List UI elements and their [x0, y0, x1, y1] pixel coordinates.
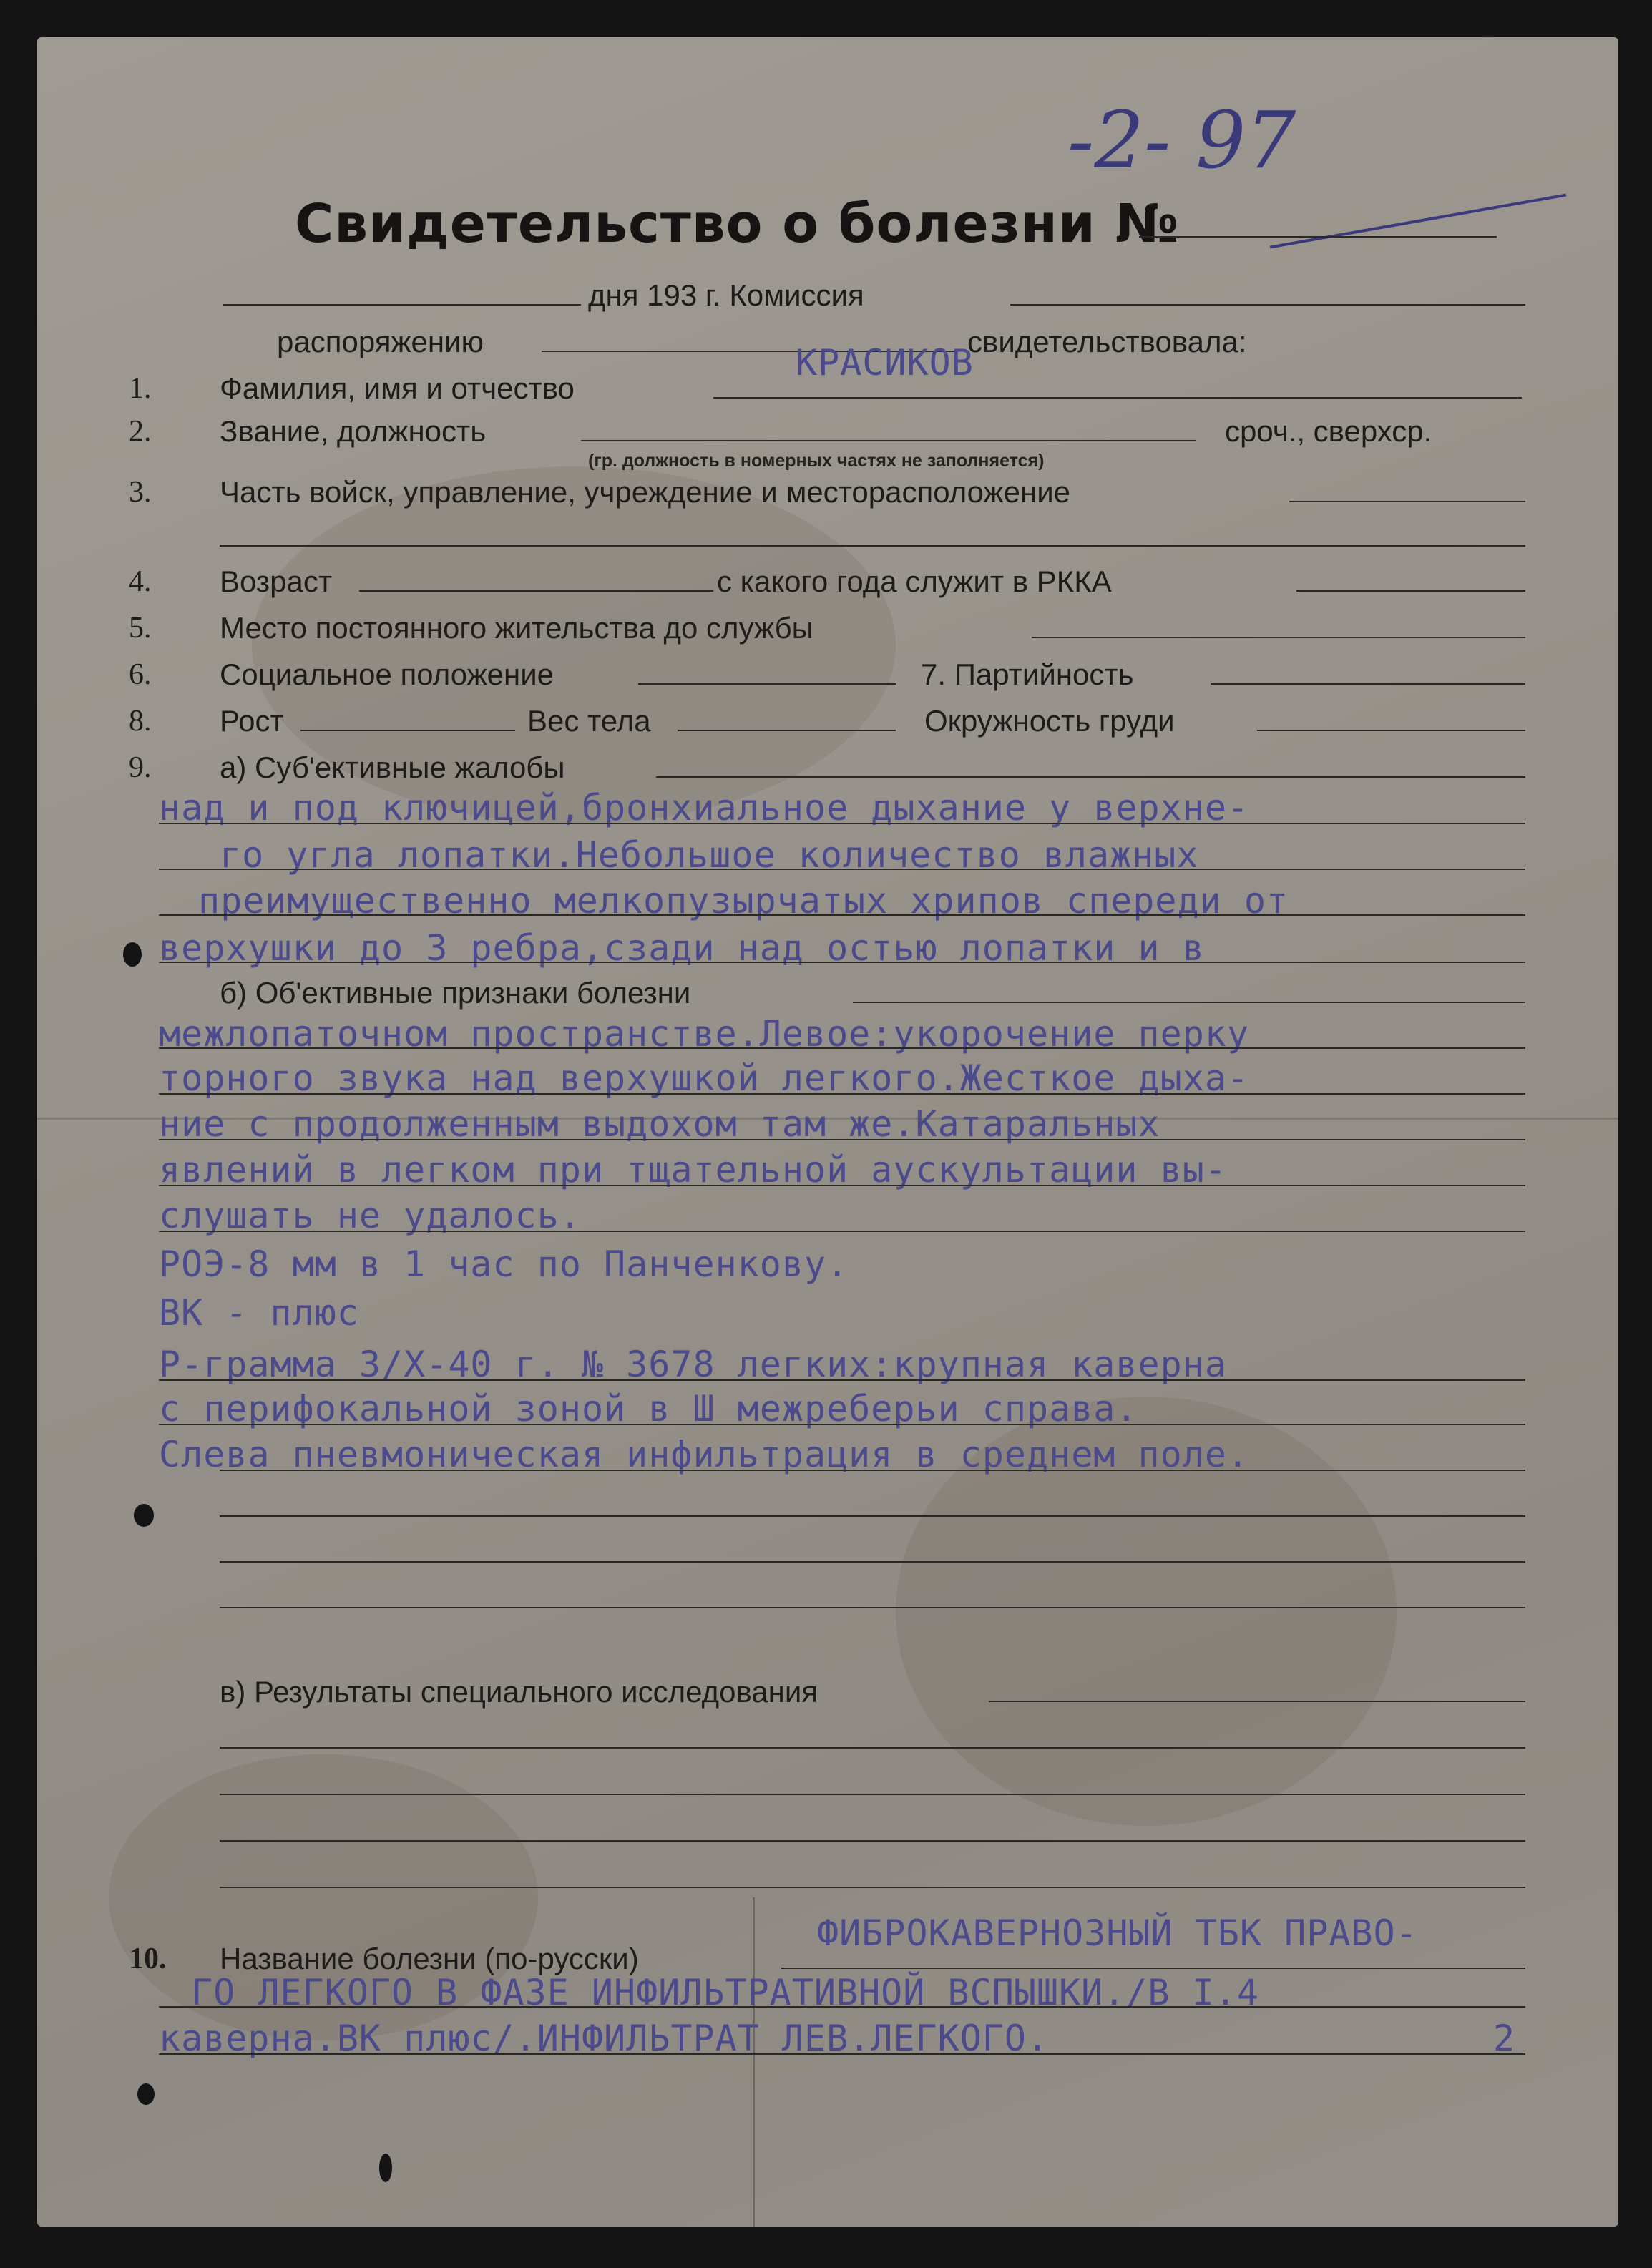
- fold-line: [753, 1897, 755, 2227]
- party-membership-label: 7. Партийность: [921, 658, 1134, 691]
- field-number: 1.: [129, 372, 152, 405]
- objective-line: РОЭ-8 мм в 1 час по Панченкову.: [159, 1243, 849, 1285]
- chest-label: Окружность груди: [924, 704, 1175, 738]
- header-date-text: дня 193 г. Комиссия: [588, 278, 864, 312]
- field-number: 10.: [129, 1942, 167, 1975]
- full-name-label: Фамилия, имя и отчество: [220, 371, 575, 405]
- objective-signs-label: б) Об'ективные признаки болезни: [220, 976, 691, 1010]
- service-type-label: сроч., сверхср.: [1225, 414, 1432, 448]
- objective-line: ние с продолженным выдохом там же.Катаральных: [159, 1103, 1160, 1145]
- complaints-line: го угла лопатки.Небольшое количество влажных: [220, 834, 1199, 876]
- diagnosis-line: ФИБРОКАВЕРНОЗНЫЙ ТБК ПРАВО-: [817, 1912, 1418, 1954]
- punch-hole: [123, 942, 142, 967]
- complaints-line: верхушки до 3 ребра,сзади над остью лопатки и в: [159, 927, 1205, 969]
- diagnosis-line: каверна.ВК плюс/.ИНФИЛЬТРАТ ЛЕВ.ЛЕГКОГО.: [159, 2018, 1050, 2059]
- field-number: 3.: [129, 476, 152, 509]
- height-label: Рост: [220, 704, 284, 738]
- objective-line: явлений в легком при тщательной аускультации вы-: [159, 1149, 1227, 1191]
- rank-position-label: Звание, должность: [220, 414, 487, 448]
- rank-position-note: (гр. должность в номерных частях не заполняется): [588, 451, 1045, 471]
- field-number: 6.: [129, 658, 152, 691]
- objective-line: слушать не удалось.: [159, 1195, 582, 1236]
- field-number: 9.: [129, 751, 152, 784]
- diagnosis-line: 2: [1493, 2018, 1516, 2059]
- objective-line: межлопаточном пространстве.Левое:укорочение перку: [159, 1013, 1250, 1055]
- objective-line: Слева пневмоническая инфильтрация в среднем поле.: [159, 1434, 1250, 1475]
- punch-hole: [137, 2083, 155, 2105]
- disease-name-label: Название болезни (по-русски): [220, 1942, 639, 1975]
- service-since-label: с какого года служит в РККА: [717, 564, 1112, 598]
- objective-line: Р-грамма 3/X-40 г. № 3678 легких:крупная каверна: [159, 1344, 1227, 1385]
- complaints-line: преимущественно мелкопузырчатых хрипов спереди от: [198, 880, 1289, 922]
- complaints-label: а) Суб'ективные жалобы: [220, 751, 565, 784]
- field-number: 5.: [129, 612, 152, 645]
- diagnosis-line: ГО ЛЕГКОГО В ФАЗЕ ИНФИЛЬТРАТИВНОЙ ВСПЫШКИ./В І.4: [191, 1972, 1259, 2013]
- full-name-value: КРАСИКОВ: [796, 342, 974, 383]
- punch-hole: [379, 2154, 392, 2182]
- objective-line: с перифокальной зоной в Ш межреберьи справа.: [159, 1388, 1138, 1429]
- page-title: Свидетельство о болезни №: [295, 193, 1180, 255]
- certificate-sheet: [37, 37, 1618, 2227]
- objective-line: торного звука над верхушкой легкого.Жесткое дыха-: [159, 1057, 1250, 1099]
- social-status-label: Социальное положение: [220, 658, 554, 691]
- field-number: 8.: [129, 705, 152, 738]
- field-number: 4.: [129, 565, 152, 598]
- objective-line: ВК - плюс: [159, 1292, 359, 1334]
- special-research-label: в) Результаты специального исследования: [220, 1675, 818, 1709]
- residence-label: Место постоянного жительства до службы: [220, 611, 813, 645]
- punch-hole: [134, 1504, 154, 1527]
- header-commission-label: свидетельствовала:: [967, 325, 1247, 358]
- weight-label: Вес тела: [527, 704, 651, 738]
- field-number: 2.: [129, 415, 152, 448]
- header-order-label: распоряжению: [277, 325, 484, 358]
- unit-location-label: Часть войск, управление, учреждение и месторасположение: [220, 475, 1071, 509]
- registration-number: -2- 97: [1067, 94, 1296, 186]
- complaints-line: над и под ключицей,бронхиальное дыхание у верхне-: [159, 787, 1250, 828]
- age-label: Возраст: [220, 564, 333, 598]
